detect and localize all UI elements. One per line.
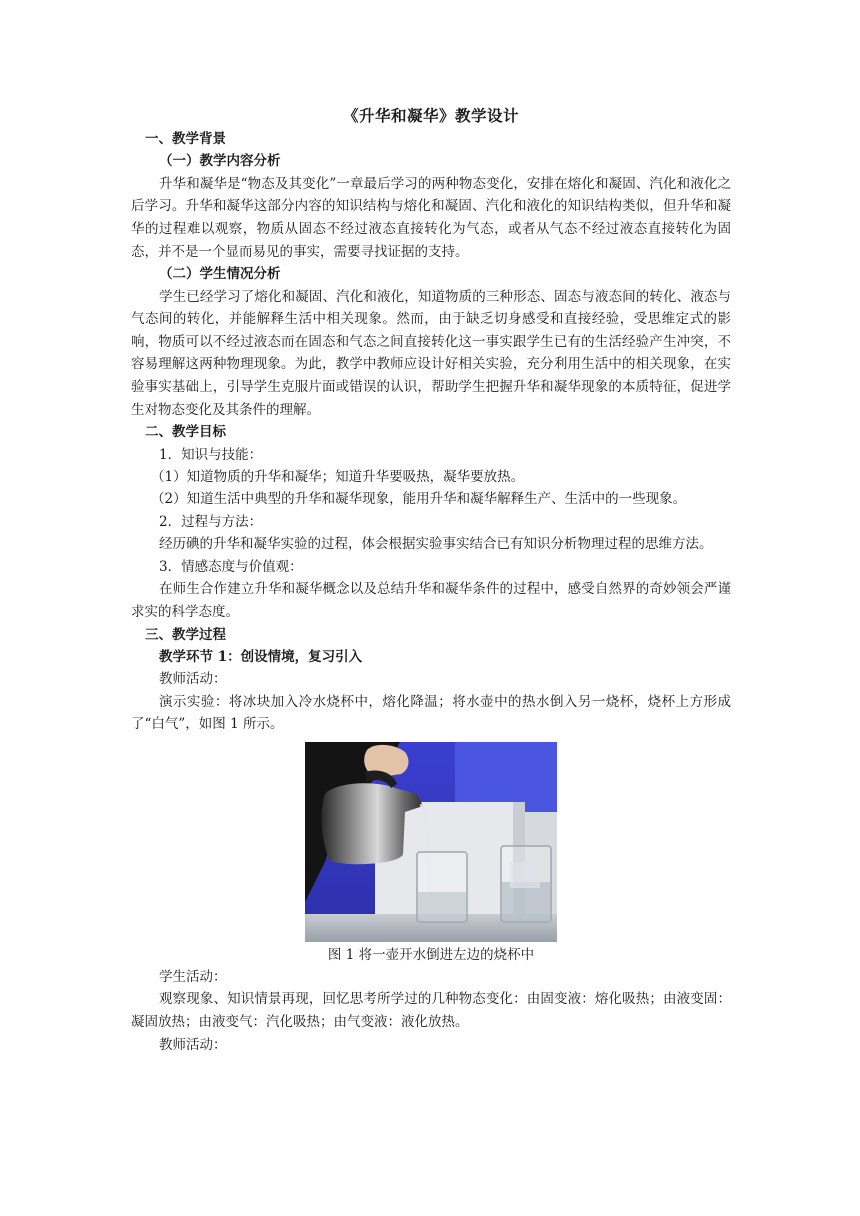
figure-caption: 图 1 将一壶开水倒进左边的烧杯中	[327, 946, 535, 963]
section-heading-background: 一、教学背景	[145, 131, 226, 147]
subsection-heading-student-analysis: （二）学生情况分析	[159, 266, 281, 283]
goal-process-label: 2．过程与方法：	[159, 513, 263, 530]
subsection-heading-content-analysis: （一）教学内容分析	[159, 153, 281, 170]
goal-process-text: 经历碘的升华和凝华实验的过程，体会根据实验事实结合已有知识分析物理过程的思维方法。	[159, 536, 713, 553]
paragraph-content-analysis: 升华和凝华是“物态及其变化”一章最后学习的两种物态变化，安排在熔化和凝固、汽化和液化之后学习。升华和凝华这部分内容的知识结构与熔化和凝固、汽化和液化的知识结构类似，但升华和凝华的过程难以观察，物质从固态不经过液态直接转化为气态，或者从气态不经过液态直接转化为固态，并不是一个显而易见的事实，需要寻找证据的支持。	[131, 175, 731, 260]
goal-attitude-text: 在师生合作建立升华和凝华概念以及总结升华和凝华条件的过程中，感受自然界的奇妙领会严谨求实的科学态度。	[131, 581, 731, 620]
section-heading-goals: 二、教学目标	[145, 424, 226, 441]
paragraph-student-analysis: 学生已经学习了熔化和凝固、汽化和液化，知道物质的三种形态、固态与液态间的转化、液态与气态间的转化，并能解释生活中相关现象。然而，由于缺乏切身感受和直接经验，受思维定式的影响，物质可以不经过液态而在固态和气态之间直接转化这一事实跟学生已有的生活经验产生冲突，不容易理解这两种物理现象。为此，教学中教师应设计好相关实验，充分利用生活中的相关现象，在实验事实基础上，引导学生克服片面或错误的认识，帮助学生把握升华和凝华现象的本质特征，促进学生对物态变化及其条件的理解。	[131, 288, 731, 418]
section-heading-process: 三、教学过程	[145, 626, 226, 643]
goal-knowledge-item-2: （2）知道生活中典型的升华和凝华现象，能用升华和凝华解释生产、生活中的一些现象。	[151, 491, 687, 508]
student-activity-label: 学生活动：	[159, 968, 227, 985]
goal-attitude-label: 3．情感态度与价值观：	[159, 558, 303, 575]
kettle-pouring-photo	[305, 742, 557, 942]
teacher-activity-label: 教师活动：	[159, 671, 227, 688]
demo-experiment-text: 演示实验：将冰块加入冷水烧杯中，熔化降温；将水壶中的热水倒入另一烧杯，烧杯上方形成了“白气”，如图 1 所示。	[131, 693, 731, 733]
document-title: 《升华和凝华》教学设计	[342, 106, 519, 125]
goal-knowledge-label: 1．知识与技能：	[159, 446, 263, 463]
step1-heading: 教学环节 1：创设情境，复习引入	[159, 648, 363, 665]
student-activity-text: 观察现象、知识情景再现，回忆思考所学过的几种物态变化：由固变液：熔化吸热；由液变固：凝固放热；由液变气：汽化吸热；由气变液：液化放热。	[131, 991, 731, 1030]
goal-knowledge-item-1: （1）知道物质的升华和凝华；知道升华要吸热，凝华要放热。	[151, 468, 525, 485]
teacher-activity-label-2: 教师活动：	[159, 1036, 227, 1053]
document-body	[131, 104, 731, 1056]
